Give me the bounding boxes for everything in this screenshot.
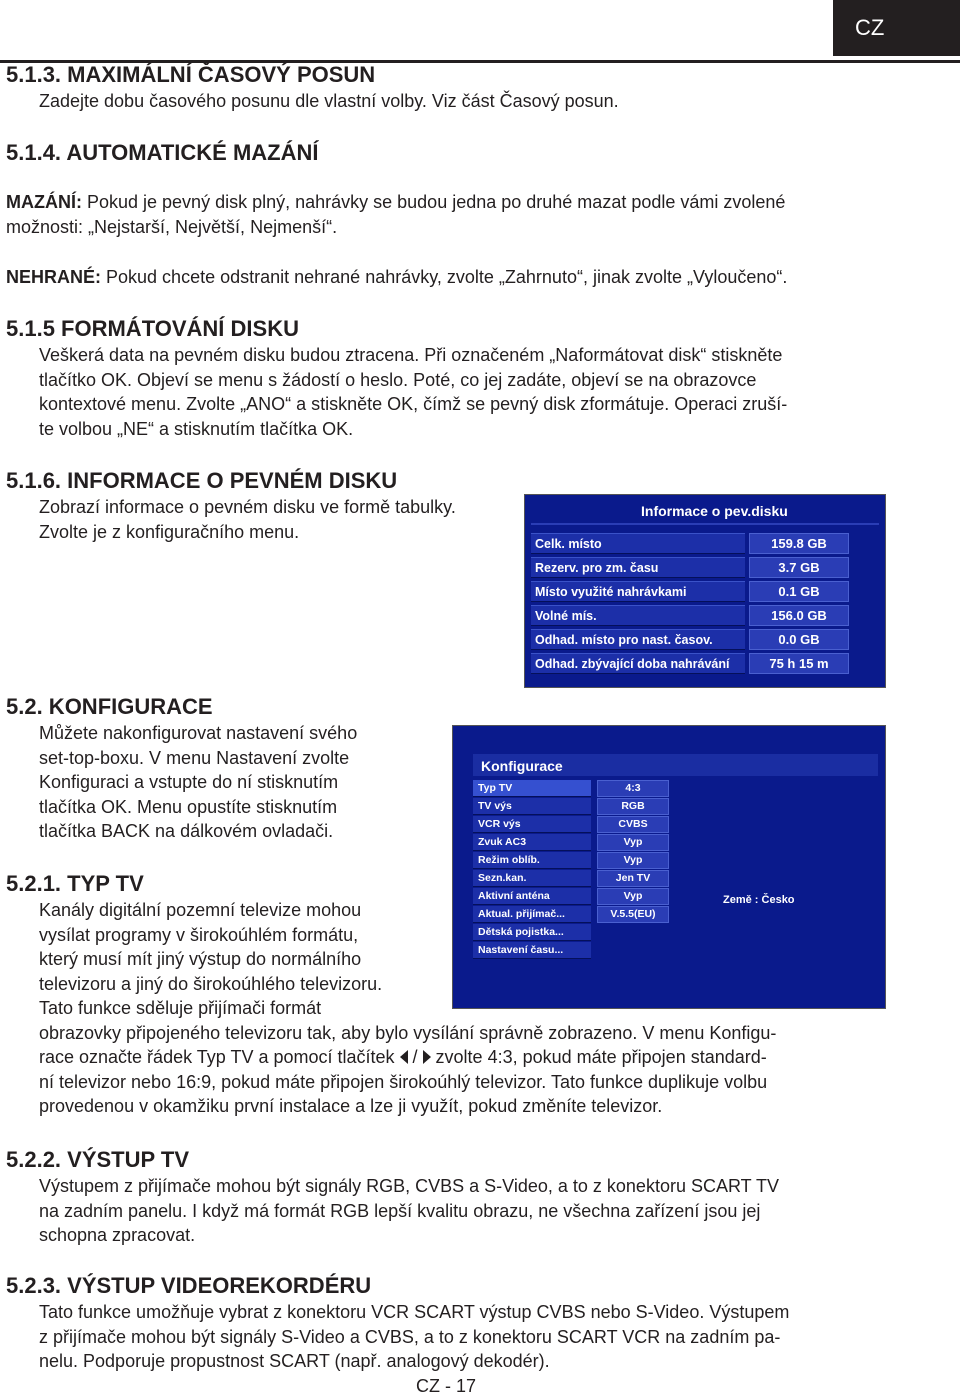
row-label: Typ TV [473, 780, 591, 797]
row-value: Vyp [597, 852, 669, 869]
row-label: Odhad. zbývající doba nahrávání [531, 653, 745, 674]
row-value: V.5.5(EU) [597, 906, 669, 923]
language-tab: CZ [833, 0, 960, 56]
row-label: Odhad. místo pro nast. časov. [531, 629, 745, 650]
right-arrow-icon [423, 1050, 431, 1064]
text-line: nelu. Podporuje propustnost SCART (např. analogový dekodér). [39, 1351, 550, 1371]
config-row [473, 816, 663, 834]
config-row [473, 852, 663, 870]
row-label: TV výs [473, 798, 591, 815]
config-row [473, 834, 663, 852]
row-value: RGB [597, 798, 669, 815]
mazani-label: MAZÁNÍ: [6, 192, 82, 212]
row-value: 3.7 GB [749, 557, 849, 578]
text-line: Tato funkce umožňuje vybrat z konektoru VCR SCART výstup CVBS nebo S-Video. Výstupem [39, 1302, 790, 1322]
mazani-text: Pokud je pevný disk plný, nahrávky se budou jedna po druhé mazat podle vámi zvolené [81, 192, 786, 212]
section-text-5-1-5 [39, 343, 787, 441]
text-line: Veškerá data na pevném disku budou ztracena. Při označeném „Naformátovat disk“ stiskněte [39, 345, 783, 365]
text-line: na zadním panelu. I když má formát RGB lepší kvalitu obrazu, ne všechna zařízení jsou jej [39, 1200, 761, 1221]
config-row [473, 870, 663, 888]
section-text-5-1-6 [39, 495, 456, 544]
text-line: který musí mít jiný výstup do normálního [39, 949, 362, 969]
disk-info-title: Informace o pev.disku [641, 503, 788, 519]
row-value: 159.8 GB [749, 533, 849, 554]
title-divider [531, 523, 879, 525]
text-line: schopna zpracovat. [39, 1225, 196, 1245]
section-heading-5-2-2: 5.2.2. VÝSTUP TV [6, 1147, 190, 1172]
text-part: zvolte 4:3, pokud máte připojen standard- [430, 1047, 767, 1067]
text-line-with-arrows [39, 1045, 776, 1070]
text-line: ní televizor nebo 16:9, pokud máte připojen širokoúhlý televizor. Tato funkce duplikuje volbu [39, 1071, 768, 1092]
section-text-5-2-2 [39, 1174, 779, 1248]
left-arrow-icon [400, 1050, 408, 1064]
row-value: 4:3 [597, 780, 669, 797]
disk-info-row [531, 557, 879, 579]
row-value: CVBS [597, 816, 669, 833]
nehrane-paragraph [6, 265, 787, 290]
section-heading-5-1-5: 5.1.5 FORMÁTOVÁNÍ DISKU [6, 316, 299, 341]
disk-info-row [531, 533, 879, 555]
text-line: Můžete nakonfigurovat nastavení svého [39, 723, 358, 743]
text-part: / [407, 1047, 423, 1067]
row-label: Rezerv. pro zm. času [531, 557, 745, 578]
text-line: Zobrazí informace o pevném disku ve formě tabulky. [39, 497, 456, 517]
text-line: tlačítka BACK na dálkovém ovladači. [39, 821, 334, 841]
country-label: Země : Česko [723, 894, 795, 906]
text-line: Zvolte je z konfiguračního menu. [39, 521, 300, 542]
section-text-5-2-1 [39, 898, 776, 1119]
section-heading-5-1-3: 5.1.3. MAXIMÁLNÍ ČASOVÝ POSUN [6, 62, 376, 87]
text-line: Výstupem z přijímače mohou být signály RGB, CVBS a S-Video, a to z konektoru SCART TV [39, 1176, 779, 1196]
nehrane-label: NEHRANÉ: [6, 267, 102, 287]
text-line: obrazovky připojeného televizoru tak, aby bylo vysílání správně zobrazeno. V menu Konfigu- [39, 1022, 777, 1043]
disk-info-row [531, 629, 879, 651]
text-line: vysílat programy v širokoúhlém formátu, [39, 924, 359, 945]
text-line: Tato funkce sděluje přijímači formát [39, 998, 322, 1018]
disk-info-screenshot [524, 494, 886, 688]
row-label: Aktual. přijímač... [473, 906, 591, 923]
row-value: 0.0 GB [749, 629, 849, 650]
mazani-paragraph [6, 190, 785, 215]
section-heading-5-1-4: 5.1.4. AUTOMATICKÉ MAZÁNÍ [6, 140, 319, 165]
mazani-options: možnosti: „Nejstarší, Největší, Nejmenší“. [6, 217, 338, 237]
row-value: 75 h 15 m [749, 653, 849, 674]
row-label: Sezn.kan. [473, 870, 591, 887]
page-number: CZ - 17 [416, 1376, 477, 1396]
row-label: Nastavení času... [473, 942, 591, 959]
row-label: Aktivní anténa [473, 888, 591, 905]
disk-info-row [531, 653, 879, 675]
text-line: provedenou v okamžiku první instalace a lze ji využít, pokud změníte televizor. [39, 1096, 663, 1116]
disk-info-row [531, 581, 879, 603]
nehrane-text: Pokud chcete odstranit nehrané nahrávky, zvolte „Zahrnuto“, jinak zvolte „Vyloučeno“. [101, 267, 788, 287]
text-line: kontextové menu. Zvolte „ANO“ a stiskněte OK, čímž se pevný disk zformátuje. Operaci zruší- [39, 394, 788, 414]
row-value: 156.0 GB [749, 605, 849, 626]
row-label: Celk. místo [531, 533, 745, 554]
text-line: te volbou „NE“ a stisknutím tlačítka OK. [39, 418, 354, 439]
text-line: tlačítka OK. Menu opustíte stisknutím [39, 796, 338, 817]
section-heading-5-1-6: 5.1.6. INFORMACE O PEVNÉM DISKU [6, 468, 398, 493]
text-line: Kanály digitální pozemní televize mohou [39, 900, 362, 920]
row-label: Zvuk AC3 [473, 834, 591, 851]
section-heading-5-2-3: 5.2.3. VÝSTUP VIDEOREKORDÉRU [6, 1273, 372, 1298]
section-heading-5-2-1: 5.2.1. TYP TV [6, 871, 144, 896]
row-label: Dětská pojistka... [473, 924, 591, 941]
row-value: Vyp [597, 834, 669, 851]
row-value: Vyp [597, 888, 669, 905]
disk-info-row [531, 605, 879, 627]
config-title: Konfigurace [481, 758, 563, 774]
config-row [473, 798, 663, 816]
text-line: z přijímače mohou být signály S-Video a CVBS, a to z konektoru SCART VCR na zadním pa- [39, 1326, 781, 1347]
section-text-5-2-3 [39, 1300, 789, 1374]
text-line: Konfiguraci a vstupte do ní stisknutím [39, 772, 339, 792]
row-label: Režim oblíb. [473, 852, 591, 869]
text-line: set-top-boxu. V menu Nastavení zvolte [39, 747, 350, 768]
text-line: televizoru a jiný do širokoúhlého televizoru. [39, 973, 383, 994]
section-text-5-2 [39, 721, 357, 844]
text-line: tlačítko OK. Objeví se menu s žádostí o heslo. Poté, co jej zadáte, objeví se na obrazovce [39, 369, 757, 390]
row-label: Místo využité nahrávkami [531, 581, 745, 602]
config-row-tv-type [473, 780, 663, 798]
section-heading-5-2: 5.2. KONFIGURACE [6, 694, 213, 719]
text-part: race označte řádek Typ TV a pomocí tlačítek [39, 1047, 400, 1067]
row-value: Jen TV [597, 870, 669, 887]
row-label: VCR výs [473, 816, 591, 833]
section-text-5-1-3: Zadejte dobu časového posunu dle vlastní volby. Viz část Časový posun. [39, 91, 619, 111]
row-label: Volné mís. [531, 605, 745, 626]
row-value: 0.1 GB [749, 581, 849, 602]
